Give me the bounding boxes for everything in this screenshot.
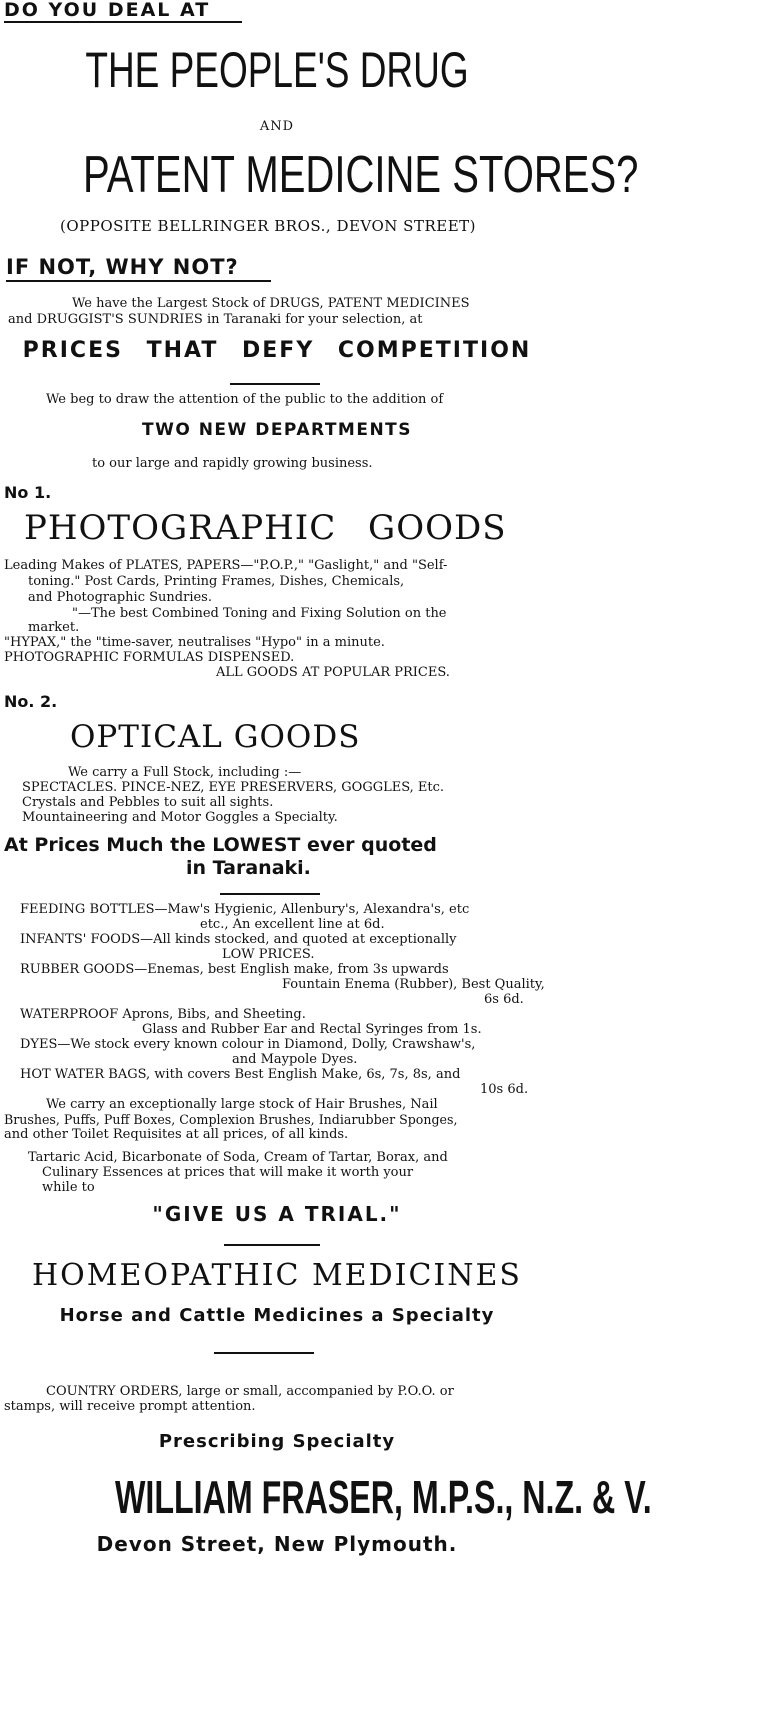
dept1-line-4: "—The best Combined Toning and Fixing Solution on the (72, 606, 447, 621)
country-line1: COUNTRY ORDERS, large or small, accompanied by P.O.O. or (46, 1384, 454, 1399)
dept2-line-3: Crystals and Pebbles to suit all sights. (22, 795, 274, 810)
proprietor-wrap (0, 1471, 652, 1524)
and-text: AND (259, 119, 295, 134)
divider-4 (214, 1352, 314, 1354)
dept1-line-8: ALL GOODS AT POPULAR PRICES. (216, 665, 450, 680)
goods-line-12: HOT WATER BAGS, with covers Best English Make, 6s, 7s, 8s, and (20, 1067, 461, 1082)
prescribing-headline: Prescribing Specialty (158, 1431, 396, 1452)
dept1-title: PHOTOGRAPHIC GOODS (24, 508, 507, 548)
goods-line-18: Culinary Essences at prices that will make it worth your (42, 1165, 414, 1180)
divider-3 (224, 1244, 320, 1246)
homeopathic-headline: HOMEOPATHIC MEDICINES (32, 1258, 522, 1293)
dept1-line-3: and Photographic Sundries. (28, 590, 212, 605)
goods-line-11: and Maypole Dyes. (232, 1052, 358, 1067)
dept2-line-2: SPECTACLES. PINCE-NEZ, EYE PRESERVERS, GOGGLES, Etc. (22, 780, 445, 795)
departments-headline: TWO NEW DEPARTMENTS (141, 420, 413, 440)
location-text: (OPPOSITE BELLRINGER BROS., DEVON STREET) (60, 217, 477, 235)
prices-headline: PRICES THAT DEFY COMPETITION (22, 338, 532, 363)
lowest-line1: At Prices Much the LOWEST ever quoted (4, 834, 437, 856)
goods-line-3: INFANTS' FOODS—All kinds stocked, and quoted at exceptionally (20, 932, 457, 947)
goods-line-2: etc., An excellent line at 6d. (200, 917, 385, 932)
title-line1-wrap (0, 44, 554, 96)
goods-line-9: Glass and Rubber Ear and Rectal Syringes from 1s. (142, 1022, 482, 1037)
goods-line-6: Fountain Enema (Rubber), Best Quality, (282, 977, 545, 992)
goods-line-15: Brushes, Puffs, Puff Boxes, Complexion Brushes, Indiarubber Sponges, (4, 1112, 458, 1127)
if-not-text: IF NOT, WHY NOT? (6, 255, 239, 279)
dept2-title: OPTICAL GOODS (70, 719, 361, 755)
address-text: Devon Street, New Plymouth. (96, 1532, 458, 1556)
lowest-line2: in Taranaki. (186, 857, 311, 879)
title-line1: THE PEOPLE'S DRUG (85, 42, 469, 98)
goods-line-19: while to (42, 1180, 95, 1195)
goods-line-17: Tartaric Acid, Bicarbonate of Soda, Cream of Tartar, Borax, and (28, 1150, 448, 1165)
divider-1 (230, 383, 320, 385)
dept2-number: No. 2. (4, 692, 58, 711)
dept1-line-1: Leading Makes of PLATES, PAPERS—"P.O.P.," "Gaslight," and "Self- (4, 558, 448, 573)
goods-line-7: 6s 6d. (484, 992, 524, 1007)
proprietor-name: WILLIAM FRASER, M.P.S., N.Z. & V. (115, 1471, 652, 1523)
dept1-line-5: market. (28, 620, 80, 635)
intro-line2: and DRUGGIST'S SUNDRIES in Taranaki for your selection, at (8, 312, 423, 327)
kicker-underline (4, 21, 242, 23)
title-line2: PATENT MEDICINE STORES? (82, 146, 639, 204)
goods-line-1: FEEDING BOTTLES—Maw's Hygienic, Allenbury's, Alexandra's, etc (20, 902, 470, 917)
growing-text: to our large and rapidly growing business. (92, 456, 373, 471)
goods-line-8: WATERPROOF Aprons, Bibs, and Sheeting. (20, 1007, 306, 1022)
dept1-line-2: toning." Post Cards, Printing Frames, Dishes, Chemicals, (28, 574, 405, 589)
attention-text: We beg to draw the attention of the public to the addition of (46, 392, 444, 407)
divider-2 (220, 893, 320, 895)
dept2-line-1: We carry a Full Stock, including :— (68, 765, 302, 780)
goods-line-5: RUBBER GOODS—Enemas, best English make, from 3s upwards (20, 962, 449, 977)
goods-line-4: LOW PRICES. (222, 947, 315, 962)
dept1-number: No 1. (4, 483, 52, 502)
dept1-line-7: PHOTOGRAPHIC FORMULAS DISPENSED. (4, 650, 295, 665)
intro-line1: We have the Largest Stock of DRUGS, PATENT MEDICINES (72, 296, 470, 311)
dept2-line-4: Mountaineering and Motor Goggles a Specialty. (22, 810, 338, 825)
if-not-underline (6, 280, 271, 282)
goods-line-14: We carry an exceptionally large stock of Hair Brushes, Nail (46, 1097, 438, 1112)
goods-line-16: and other Toilet Requisites at all prices, of all kinds. (4, 1127, 349, 1142)
trial-headline: "GIVE US A TRIAL." (152, 1202, 402, 1226)
goods-line-13: 10s 6d. (480, 1082, 529, 1097)
country-line2: stamps, will receive prompt attention. (4, 1399, 256, 1414)
goods-line-10: DYES—We stock every known colour in Diamond, Dolly, Crawshaw's, (20, 1037, 476, 1052)
title-line2-wrap (0, 146, 639, 204)
kicker-text: DO YOU DEAL AT (4, 0, 211, 21)
cattle-headline: Horse and Cattle Medicines a Specialty (59, 1305, 495, 1326)
dept1-line-6: "HYPAX," the "time-saver, neutralises "Hypo" in a minute. (4, 635, 385, 650)
